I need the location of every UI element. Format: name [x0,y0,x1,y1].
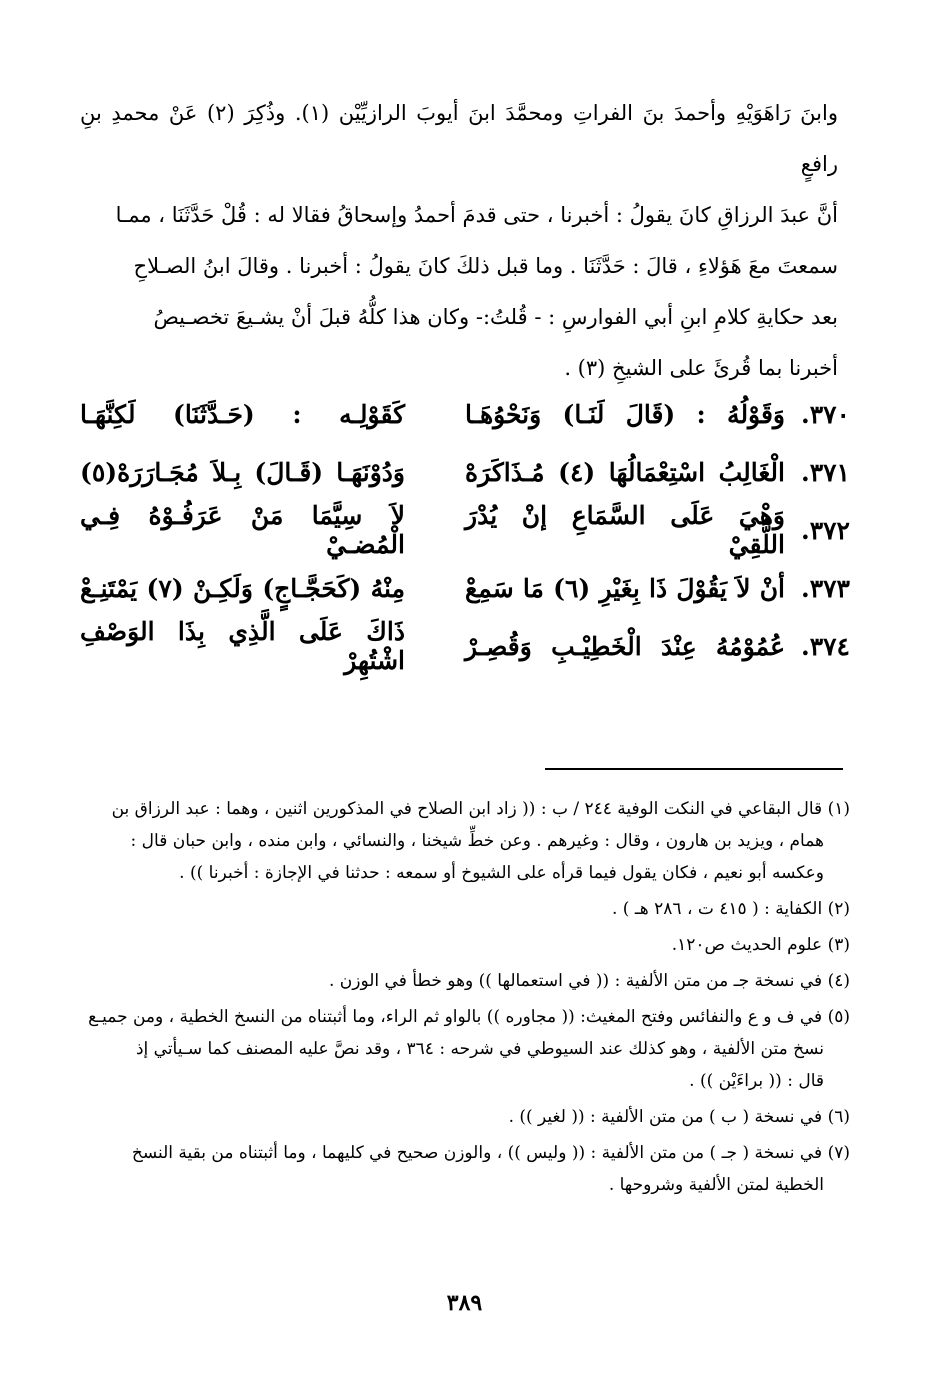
verse-block [80,385,850,675]
verse-second-hemistich: كَقَوْلِـه : (حَـدَّثَنَا) لَكِنَّهَـا [80,399,405,429]
footnote [80,793,850,889]
prose-line: سمعتَ معَ هَؤلاءِ ، قالَ : حَدَّثَنَا . وما قبل ذلكَ كانَ يقولُ : أخبرنا . وقالَ ابنُ الصـلاحِ [133,254,838,278]
footnote-first-line: (٦) في نسخة ( ب ) من متن الألفية : (( لغير )) . [508,1107,850,1127]
footnote-continuation: الخطية لمتن الألفية وشروحها . [608,1175,824,1195]
verse-second-hemistich: لاَ سِيَّمَا مَنْ عَرَفُـوْهُ فِـي الْمُضـيْ [80,501,405,559]
prose-line: أخبرنا بما قُرئَ على الشيخِ (٣) . [564,356,838,380]
verse-number: ٣٧٤. [800,631,850,661]
verse-first-hemistich: وَهْيَ عَلَى السَّمَاعِ إنْ يُدْرَ اللُّقِيْ [465,501,785,559]
verse-number: ٣٧٣. [800,573,850,603]
footnote [80,1137,850,1201]
verse-line [80,501,850,559]
verse-second-hemistich: وَدُوْنَهَـا (قَـالَ) بِـلاَ مُجَـارَرَهْ(٥) [80,457,405,487]
footnote [80,1001,850,1097]
footnotes [80,793,850,1205]
verse-line [80,443,850,501]
verse-number: ٣٧٢. [800,515,850,545]
footnote-continuation: همام ، ويزيد بن هارون ، وقال : وغيرهم . وعن خطِّ شيخنا ، والنسائي ، وابن منده ، وابن حبان قال : [130,831,824,851]
verse-number: ٣٧١. [800,457,850,487]
prose-line: بعد حكايةِ كلامِ ابنِ أبي الفوارسِ : - قُلتُ:- وكان هذا كلُّهُ قبلَ أنْ يشـيعَ تخصـيصُ [153,305,838,329]
verse-first-hemistich: عُمُوْمُهُ عِنْدَ الْخَطِيْـبِ وَقُصِـرْ [465,631,785,661]
footnote-first-line: (٣) علوم الحديث ص١٢٠. [671,935,850,955]
verse-first-hemistich: وَقَوْلُهُ : (قَالَ لَنَـا) وَنَحْوُهَـا [465,399,785,429]
page-number: ٣٨٩ [446,1290,483,1316]
footnote-first-line: (١) قال البقاعي في النكت الوفية ٢٤٤ / ب : (( زاد ابن الصلاح في المذكورين اثنين ، وهما : عبد الرزاق بن [111,799,850,819]
verse-line [80,617,850,675]
footnote-continuation: وعكسه أبو نعيم ، فكان يقول فيما قرأه على الشيوخ أو سمعه : حدثنا في الإجازة : أخبرنا )) . [179,863,824,883]
footnote [80,929,850,961]
footnote-continuation: نسخ متن الألفية ، وهو كذلك عند السيوطي في شرحه : ٣٦٤ ، وقد نصَّ عليه المصنف كما سـيأتي إذ [135,1039,824,1059]
verse-first-hemistich: الْغَالِبُ اسْتِعْمَالُهَا (٤) مُـذَاكَرَهْ [465,457,785,487]
footnote [80,1101,850,1133]
verse-second-hemistich: ذَاكَ عَلَى الَّذِي بِذَا الوَصْفِ اشْتُهِرْ [80,617,405,675]
prose-line: وابنَ رَاهَوَيْهِ وأحمدَ بنَ الفراتِ ومحمَّدَ ابنَ أيوبَ الرازيِّيْن (١). وذُكِرَ (٢) عَنْ محمدِ بنِ رافعٍ [80,101,838,176]
footnote-continuation: قال : (( براءَيْن )) . [689,1071,824,1091]
footnote-separator [545,768,843,770]
footnote [80,893,850,925]
footnote-first-line: (٤) في نسخة جـ من متن الألفية : (( في استعمالها )) وهو خطأ في الوزن . [328,971,850,991]
footnote [80,965,850,997]
verse-number: ٣٧٠. [800,399,850,429]
verse-line [80,385,850,443]
footnote-first-line: (٥) في ف و ع والنفائس وفتح المغيث: (( مجاوره )) بالواو ثم الراء، وما أثبتناه من النسخ الخطية ، ومن جميـع [88,1007,850,1027]
prose-line: أنَّ عبدَ الرزاقِ كانَ يقولُ : أخبرنا ، حتى قدمَ أحمدُ وإسحاقُ فقالا له : قُلْ حَدَّثَنَا ، ممـا [115,203,838,227]
verse-first-hemistich: أنْ لاَ يَقُوْلَ ذَا بِغَيْرِ (٦) مَا سَمِعْ [465,573,786,603]
footnote-first-line: (٧) في نسخة ( جـ ) من متن الألفية : (( وليس )) ، والوزن صحيح في كليهما ، وما أثبتناه من بقية النسخ [131,1143,850,1163]
verse-line [80,559,850,617]
main-text [80,88,838,394]
footnote-first-line: (٢) الكفاية : ( ٤١٥ ت ، ٢٨٦ هـ ) . [611,899,850,919]
verse-second-hemistich: مِنْهُ (كَحَجَّـاجٍ) وَلَكِـنْ (٧) يَمْتَنِـعْ [80,573,405,603]
